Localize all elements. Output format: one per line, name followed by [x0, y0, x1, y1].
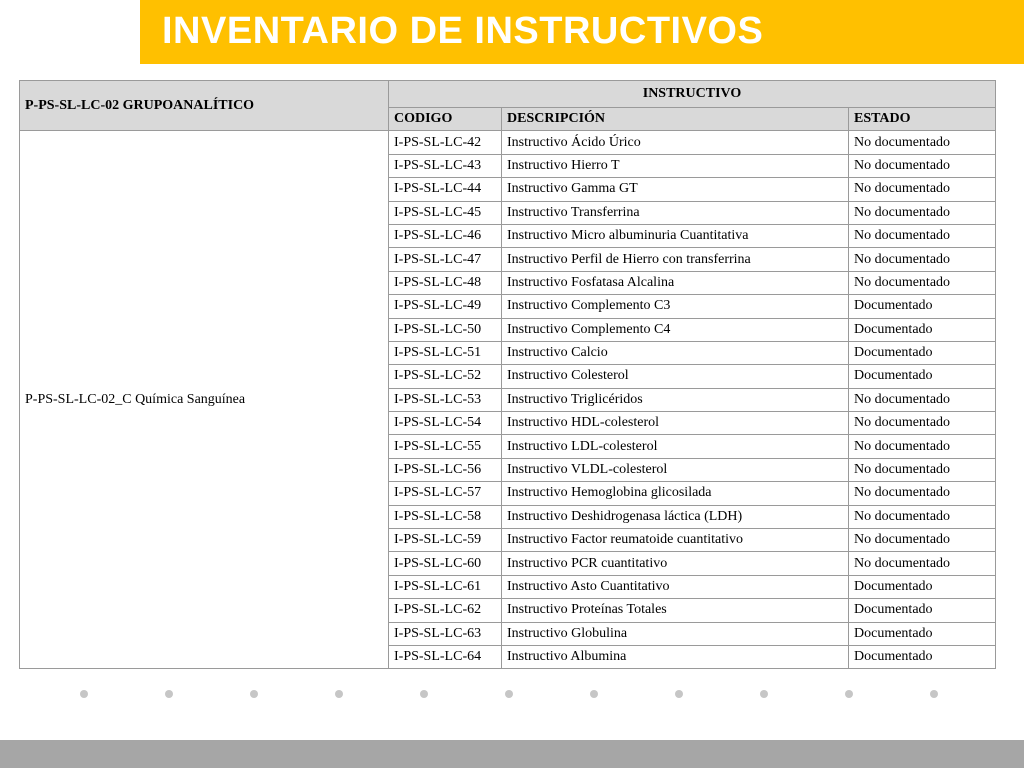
estado-cell: No documentado [849, 224, 996, 247]
descripcion-cell: Instructivo Complemento C4 [502, 318, 849, 341]
descripcion-cell: Instructivo Gamma GT [502, 178, 849, 201]
codigo-cell: I-PS-SL-LC-59 [389, 529, 502, 552]
estado-cell: No documentado [849, 154, 996, 177]
codigo-cell: I-PS-SL-LC-62 [389, 599, 502, 622]
codigo-cell: I-PS-SL-LC-61 [389, 575, 502, 598]
descripcion-cell: Instructivo Asto Cuantitativo [502, 575, 849, 598]
instructivos-table [19, 80, 996, 669]
codigo-cell: I-PS-SL-LC-54 [389, 412, 502, 435]
descripcion-cell: Instructivo VLDL-colesterol [502, 458, 849, 481]
estado-cell: No documentado [849, 248, 996, 271]
divider-dot [930, 690, 938, 698]
estado-cell: Documentado [849, 295, 996, 318]
estado-cell: No documentado [849, 435, 996, 458]
descripcion-cell: Instructivo Albumina [502, 645, 849, 668]
descripcion-cell: Instructivo Globulina [502, 622, 849, 645]
col-header-estado: ESTADO [849, 108, 996, 131]
footer-bar [0, 740, 1024, 768]
codigo-cell: I-PS-SL-LC-49 [389, 295, 502, 318]
estado-cell: Documentado [849, 318, 996, 341]
descripcion-cell: Instructivo Transferrina [502, 201, 849, 224]
codigo-cell: I-PS-SL-LC-46 [389, 224, 502, 247]
estado-cell: No documentado [849, 529, 996, 552]
codigo-cell: I-PS-SL-LC-60 [389, 552, 502, 575]
descripcion-cell: Instructivo Micro albuminuria Cuantitativa [502, 224, 849, 247]
table-body [20, 81, 996, 669]
descripcion-cell: Instructivo Hierro T [502, 154, 849, 177]
divider-dot [505, 690, 513, 698]
divider-dot [80, 690, 88, 698]
codigo-cell: I-PS-SL-LC-58 [389, 505, 502, 528]
codigo-cell: I-PS-SL-LC-52 [389, 365, 502, 388]
divider-dot [760, 690, 768, 698]
descripcion-cell: Instructivo Factor reumatoide cuantitativo [502, 529, 849, 552]
codigo-cell: I-PS-SL-LC-43 [389, 154, 502, 177]
estado-cell: No documentado [849, 412, 996, 435]
estado-cell: No documentado [849, 458, 996, 481]
descripcion-cell: Instructivo Hemoglobina glicosilada [502, 482, 849, 505]
estado-cell: Documentado [849, 575, 996, 598]
table-row [20, 131, 996, 154]
dot-divider [0, 686, 1024, 702]
estado-cell: No documentado [849, 131, 996, 154]
estado-cell: No documentado [849, 505, 996, 528]
codigo-cell: I-PS-SL-LC-53 [389, 388, 502, 411]
codigo-cell: I-PS-SL-LC-42 [389, 131, 502, 154]
estado-cell: Documentado [849, 645, 996, 668]
descripcion-cell: Instructivo Proteínas Totales [502, 599, 849, 622]
codigo-cell: I-PS-SL-LC-47 [389, 248, 502, 271]
descripcion-cell: Instructivo Colesterol [502, 365, 849, 388]
divider-dot [675, 690, 683, 698]
codigo-cell: I-PS-SL-LC-55 [389, 435, 502, 458]
divider-dot [420, 690, 428, 698]
divider-dot [590, 690, 598, 698]
codigo-cell: I-PS-SL-LC-45 [389, 201, 502, 224]
descripcion-cell: Instructivo Triglicéridos [502, 388, 849, 411]
page-title: INVENTARIO DE INSTRUCTIVOS [162, 10, 764, 52]
descripcion-cell: Instructivo Complemento C3 [502, 295, 849, 318]
group-name-cell: P-PS-SL-LC-02_C Química Sanguínea [20, 131, 389, 669]
estado-cell: No documentado [849, 271, 996, 294]
col-header-descripcion: DESCRIPCIÓN [502, 108, 849, 131]
codigo-cell: I-PS-SL-LC-51 [389, 341, 502, 364]
estado-cell: No documentado [849, 178, 996, 201]
divider-dot [250, 690, 258, 698]
codigo-cell: I-PS-SL-LC-57 [389, 482, 502, 505]
descripcion-cell: Instructivo Fosfatasa Alcalina [502, 271, 849, 294]
codigo-cell: I-PS-SL-LC-48 [389, 271, 502, 294]
estado-cell: Documentado [849, 622, 996, 645]
col-header-codigo: CODIGO [389, 108, 502, 131]
group-header: P-PS-SL-LC-02 GRUPOANALÍTICO [20, 81, 389, 131]
descripcion-cell: Instructivo Ácido Úrico [502, 131, 849, 154]
estado-cell: No documentado [849, 201, 996, 224]
title-bar [140, 0, 1024, 64]
header-row-1 [20, 81, 996, 108]
divider-dot [335, 690, 343, 698]
estado-cell: No documentado [849, 482, 996, 505]
codigo-cell: I-PS-SL-LC-64 [389, 645, 502, 668]
divider-dot [165, 690, 173, 698]
codigo-cell: I-PS-SL-LC-56 [389, 458, 502, 481]
estado-cell: Documentado [849, 341, 996, 364]
estado-cell: Documentado [849, 365, 996, 388]
instructivo-header: INSTRUCTIVO [389, 81, 996, 108]
estado-cell: No documentado [849, 388, 996, 411]
codigo-cell: I-PS-SL-LC-50 [389, 318, 502, 341]
descripcion-cell: Instructivo Perfil de Hierro con transferrina [502, 248, 849, 271]
divider-dot [845, 690, 853, 698]
codigo-cell: I-PS-SL-LC-44 [389, 178, 502, 201]
descripcion-cell: Instructivo PCR cuantitativo [502, 552, 849, 575]
codigo-cell: I-PS-SL-LC-63 [389, 622, 502, 645]
descripcion-cell: Instructivo Deshidrogenasa láctica (LDH) [502, 505, 849, 528]
descripcion-cell: Instructivo LDL-colesterol [502, 435, 849, 458]
descripcion-cell: Instructivo Calcio [502, 341, 849, 364]
estado-cell: Documentado [849, 599, 996, 622]
descripcion-cell: Instructivo HDL-colesterol [502, 412, 849, 435]
estado-cell: No documentado [849, 552, 996, 575]
